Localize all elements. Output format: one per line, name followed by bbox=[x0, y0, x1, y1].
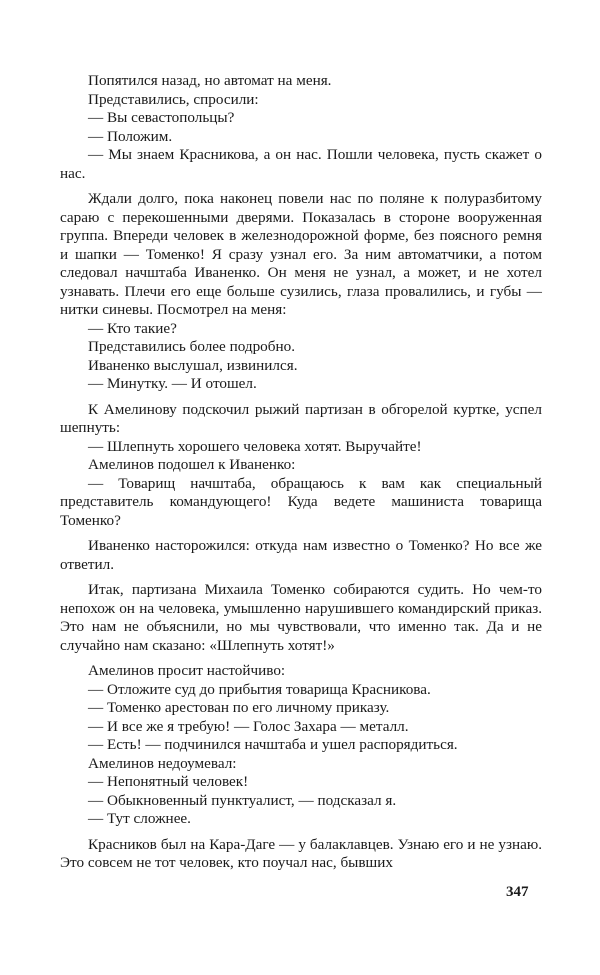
paragraph: Ждали долго, пока наконец повели нас по поляне к полуразбитому сараю с перекошенными дверями. Показалась в стороне вооруженная группа. Впереди человек в железнодорожной форме, без поясного ремня и шапки — Томенко! Я сразу узнал его. За ним автоматчики, а потом следовал начштаба Иваненко. Он меня не узнал, а может, и не хотел узнавать. Плечи его еще больше сузились, глаза провалились, и губы — нитки синевы. Посмотрел на меня: bbox=[60, 190, 542, 318]
paragraph: — Отложите суд до прибытия товарища Красникова. bbox=[88, 680, 431, 698]
paragraph: Красников был на Кара-Даге — у балаклавцев. Узнаю его и не узнаю. Это совсем не тот человек, кто поучал нас, бывших bbox=[60, 835, 542, 871]
paragraph: Амелинов просит настойчиво: bbox=[88, 662, 286, 679]
paragraph: — Томенко арестован по его личному приказу. bbox=[88, 699, 390, 716]
paragraph: Итак, партизана Михаила Томенко собираются судить. Но чем-то непохож он на человека, умышленно нарушившего командирский приказ. Это нам не объяснили, но мы чувствовали, что именно так. Да и не случайно нам сказано: «Шлепнуть хотят!» bbox=[60, 581, 542, 654]
paragraph: Иваненко насторожился: откуда нам известно о Томенко? Но все же ответил. bbox=[60, 537, 542, 573]
paragraph: — Есть! — подчинился начштаба и ушел распорядиться. bbox=[88, 736, 458, 753]
paragraph: Иваненко выслушал, извинился. bbox=[88, 356, 298, 374]
paragraph: — Тут сложнее. bbox=[88, 810, 191, 827]
paragraph: — Шлепнуть хорошего человека хотят. Выручайте! bbox=[88, 437, 422, 455]
paragraph: К Амелинову подскочил рыжий партизан в обгорелой куртке, успел шепнуть: bbox=[60, 400, 542, 436]
paragraph: Амелинов недоумевал: bbox=[88, 754, 237, 772]
page-number: 347 bbox=[506, 884, 529, 900]
paragraph: — Мы знаем Красникова, а он нас. Пошли человека, пусть скажет о нас. bbox=[60, 146, 542, 182]
paragraph: — Минутку. — И отошел. bbox=[88, 375, 257, 392]
paragraph: Попятился назад, но автомат на меня. bbox=[88, 72, 332, 89]
page-text bbox=[60, 72, 542, 873]
paragraph: — Положим. bbox=[88, 127, 173, 145]
paragraph: Представились более подробно. bbox=[88, 338, 296, 355]
paragraph: — Кто такие? bbox=[88, 319, 177, 337]
paragraph: — Вы севастопольцы? bbox=[88, 109, 235, 126]
paragraph: — И все же я требую! — Голос Захара — металл. bbox=[88, 717, 409, 735]
paragraph: — Товарищ начштаба, обращаюсь к вам как специальный представитель командующего! Куда ведете машиниста товарища Томенко? bbox=[60, 474, 542, 529]
paragraph: Амелинов подошел к Иваненко: bbox=[88, 456, 296, 473]
paragraph: Представились, спросили: bbox=[88, 90, 259, 108]
paragraph: — Непонятный человек! bbox=[88, 773, 249, 790]
paragraph: — Обыкновенный пунктуалист, — подсказал я. bbox=[88, 791, 397, 809]
